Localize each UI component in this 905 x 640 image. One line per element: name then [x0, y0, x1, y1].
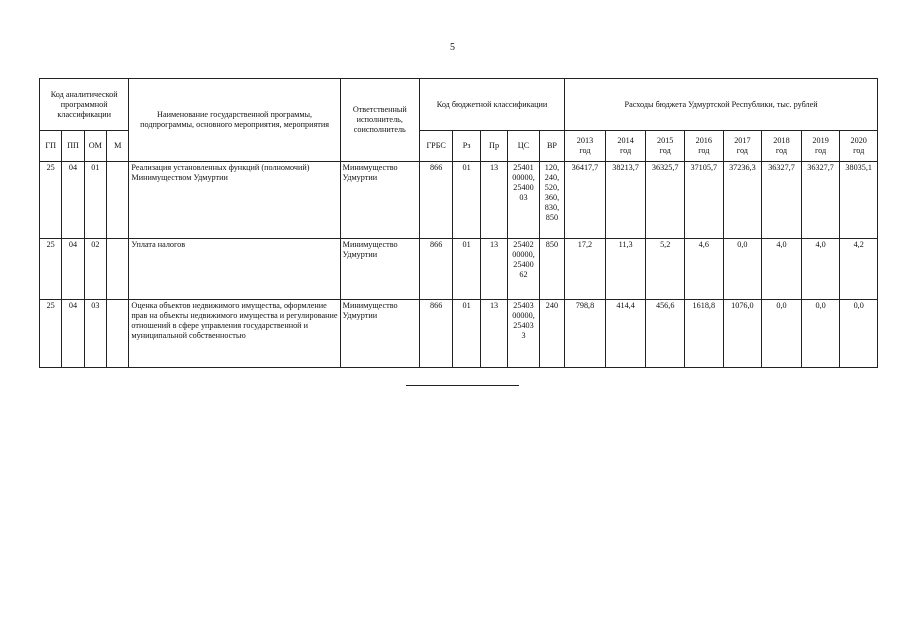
cell-value-2018: 36327,7	[762, 162, 802, 239]
cell-pr: 13	[480, 239, 507, 300]
budget-table	[39, 78, 878, 368]
cell-gp: 25	[40, 300, 62, 368]
cell-vr: 240	[539, 300, 564, 368]
cell-value-2015: 36325,7	[646, 162, 685, 239]
cell-executor: Минимущество Удмуртии	[340, 239, 419, 300]
cell-value-2017: 0,0	[723, 239, 762, 300]
table-row	[40, 239, 878, 300]
cell-value-2019: 4,0	[801, 239, 840, 300]
cell-value-2019: 36327,7	[801, 162, 840, 239]
cell-value-2014: 414,4	[605, 300, 646, 368]
header-name: Наименование государственной программы, подпрограммы, основного мероприятия, мероприятия	[129, 79, 340, 162]
header-year-2014: 2014 год	[605, 131, 646, 162]
header-expenses: Расходы бюджета Удмуртской Республики, тыс. рублей	[565, 79, 878, 131]
cell-value-2020: 4,2	[840, 239, 878, 300]
cell-value-2014: 11,3	[605, 239, 646, 300]
header-year-2018: 2018 год	[762, 131, 802, 162]
cell-vr: 120, 240, 520, 360, 830, 850	[539, 162, 564, 239]
header-vr: ВР	[539, 131, 564, 162]
cell-pr: 13	[480, 300, 507, 368]
cell-value-2014: 38213,7	[605, 162, 646, 239]
cell-vr: 850	[539, 239, 564, 300]
header-year-2019: 2019 год	[801, 131, 840, 162]
header-year-2016: 2016 год	[685, 131, 724, 162]
cell-om: 02	[84, 239, 106, 300]
header-gp: ГП	[40, 131, 62, 162]
cell-pp: 04	[62, 162, 84, 239]
cell-gp: 25	[40, 239, 62, 300]
cell-m	[107, 239, 129, 300]
header-year-2020: 2020 год	[840, 131, 878, 162]
header-year-2013: 2013 год	[565, 131, 606, 162]
cell-gp: 25	[40, 162, 62, 239]
cell-name: Реализация установленных функций (полномочий) Минимуществом Удмуртии	[129, 162, 340, 239]
cell-cs: 25402 00000, 25400 62	[508, 239, 539, 300]
cell-value-2015: 5,2	[646, 239, 685, 300]
header-year-2015: 2015 год	[646, 131, 685, 162]
header-grbs: ГРБС	[419, 131, 453, 162]
header-pr: Пр	[480, 131, 507, 162]
cell-pr: 13	[480, 162, 507, 239]
cell-om: 01	[84, 162, 106, 239]
table-row	[40, 162, 878, 239]
cell-value-2016: 4,6	[685, 239, 724, 300]
cell-value-2020: 38035,1	[840, 162, 878, 239]
header-m: М	[107, 131, 129, 162]
header-year-2017: 2017 год	[723, 131, 762, 162]
cell-value-2013: 36417,7	[565, 162, 606, 239]
cell-grbs: 866	[419, 162, 453, 239]
end-rule	[406, 385, 519, 386]
cell-executor: Минимущество Удмуртии	[340, 300, 419, 368]
cell-om: 03	[84, 300, 106, 368]
cell-m	[107, 162, 129, 239]
cell-value-2018: 0,0	[762, 300, 802, 368]
cell-rz: 01	[453, 300, 480, 368]
page-number: 5	[450, 42, 455, 53]
cell-rz: 01	[453, 239, 480, 300]
cell-value-2017: 1076,0	[723, 300, 762, 368]
cell-cs: 25403 00000, 25403 3	[508, 300, 539, 368]
cell-value-2017: 37236,3	[723, 162, 762, 239]
cell-value-2019: 0,0	[801, 300, 840, 368]
cell-grbs: 866	[419, 239, 453, 300]
cell-m	[107, 300, 129, 368]
cell-value-2015: 456,6	[646, 300, 685, 368]
cell-value-2016: 37105,7	[685, 162, 724, 239]
header-code-budget: Код бюджетной классификации	[419, 79, 564, 131]
header-cs: ЦС	[508, 131, 539, 162]
cell-executor: Минимущество Удмуртии	[340, 162, 419, 239]
table-row	[40, 300, 878, 368]
header-om: ОМ	[84, 131, 106, 162]
header-rz: Рз	[453, 131, 480, 162]
header-pp: ПП	[62, 131, 84, 162]
cell-name: Оценка объектов недвижимого имущества, оформление прав на объекты недвижимого имущества и регулирование отношений в сфере управления государственной и муниципальной собственностью	[129, 300, 340, 368]
cell-value-2013: 17,2	[565, 239, 606, 300]
cell-pp: 04	[62, 300, 84, 368]
cell-pp: 04	[62, 239, 84, 300]
cell-value-2020: 0,0	[840, 300, 878, 368]
cell-rz: 01	[453, 162, 480, 239]
cell-cs: 25401 00000, 25400 03	[508, 162, 539, 239]
header-executor: Ответственный исполнитель, соисполнитель	[340, 79, 419, 162]
cell-value-2018: 4,0	[762, 239, 802, 300]
header-code-apk: Код аналитической программной классификации	[40, 79, 129, 131]
cell-value-2013: 798,8	[565, 300, 606, 368]
cell-grbs: 866	[419, 300, 453, 368]
cell-name: Уплата налогов	[129, 239, 340, 300]
cell-value-2016: 1618,8	[685, 300, 724, 368]
